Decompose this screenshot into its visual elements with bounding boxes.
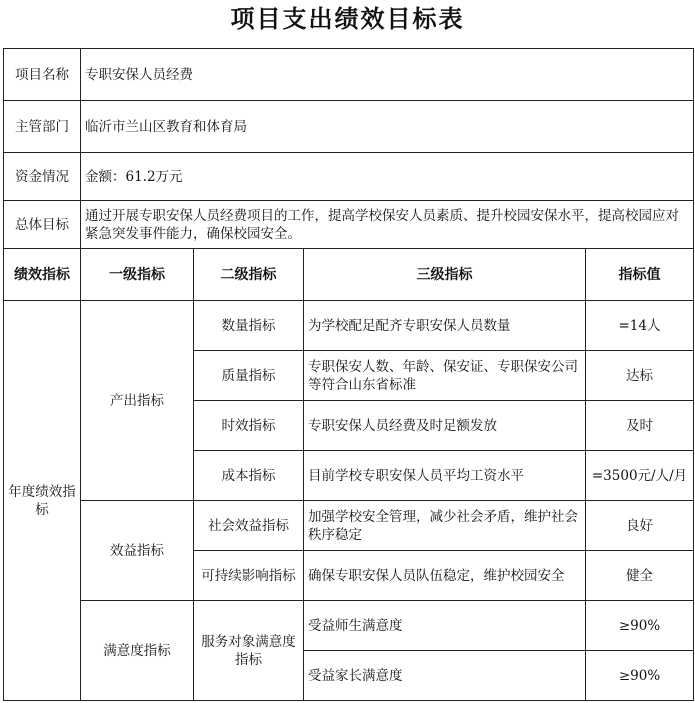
page-title: 项目支出绩效目标表 [230, 4, 465, 33]
header-perf: 绩效指标 [4, 249, 81, 301]
value-cell: 及时 [586, 401, 694, 451]
group-benefit: 效益指标 [81, 501, 194, 601]
level2-cell: 社会效益指标 [194, 501, 304, 551]
group-output: 产出指标 [81, 301, 194, 501]
level3-cell: 受益家长满意度 [304, 651, 586, 701]
goal-label: 总体目标 [4, 201, 81, 249]
header-value: 指标值 [586, 249, 694, 301]
level2-cell: 成本指标 [194, 451, 304, 501]
project-name-row [4, 49, 694, 101]
table-row [4, 301, 694, 351]
level2-cell: 数量指标 [194, 301, 304, 351]
annual-indicator-cell: 年度绩效指标 [4, 301, 81, 701]
goal-row [4, 201, 694, 249]
value-cell: 良好 [586, 501, 694, 551]
department-value: 临沂市兰山区教育和体育局 [81, 101, 694, 153]
level3-cell: 确保专职安保人员队伍稳定，维护校园安全 [304, 551, 586, 601]
goal-value: 通过开展专职安保人员经费项目的工作，提高学校保安人员素质、提升校园安保水平，提高校园应对紧急突发事件能力，确保校园安全。 [81, 201, 694, 249]
level3-cell: 专职安保人员经费及时足额发放 [304, 401, 586, 451]
level3-cell: 为学校配足配齐专职安保人员数量 [304, 301, 586, 351]
value-cell: 达标 [586, 351, 694, 401]
level3-cell: 加强学校安全管理，减少社会矛盾，维护社会秩序稳定 [304, 501, 586, 551]
value-cell: =3500元/人/月 [586, 451, 694, 501]
level2-cell: 服务对象满意度指标 [194, 601, 304, 701]
funds-value: 金额：61.2万元 [81, 153, 694, 201]
department-row [4, 101, 694, 153]
level3-cell: 受益师生满意度 [304, 601, 586, 651]
level3-cell: 目前学校专职安保人员平均工资水平 [304, 451, 586, 501]
value-cell: =14人 [586, 301, 694, 351]
project-name-label: 项目名称 [4, 49, 81, 101]
level2-cell: 时效指标 [194, 401, 304, 451]
funds-row [4, 153, 694, 201]
project-name-value: 专职安保人员经费 [81, 49, 694, 101]
header-row [4, 249, 694, 301]
level3-cell: 专职保安人数、年龄、保安证、专职保安公司等符合山东省标准 [304, 351, 586, 401]
value-cell: ≥90% [586, 651, 694, 701]
group-satisfaction: 满意度指标 [81, 601, 194, 701]
value-cell: ≥90% [586, 601, 694, 651]
table-row [4, 601, 694, 651]
level2-cell: 质量指标 [194, 351, 304, 401]
level2-cell: 可持续影响指标 [194, 551, 304, 601]
header-level3: 三级指标 [304, 249, 586, 301]
performance-target-table [3, 48, 694, 701]
funds-label: 资金情况 [4, 153, 81, 201]
value-cell: 健全 [586, 551, 694, 601]
department-label: 主管部门 [4, 101, 81, 153]
header-level2: 二级指标 [194, 249, 304, 301]
table-row [4, 501, 694, 551]
header-level1: 一级指标 [81, 249, 194, 301]
